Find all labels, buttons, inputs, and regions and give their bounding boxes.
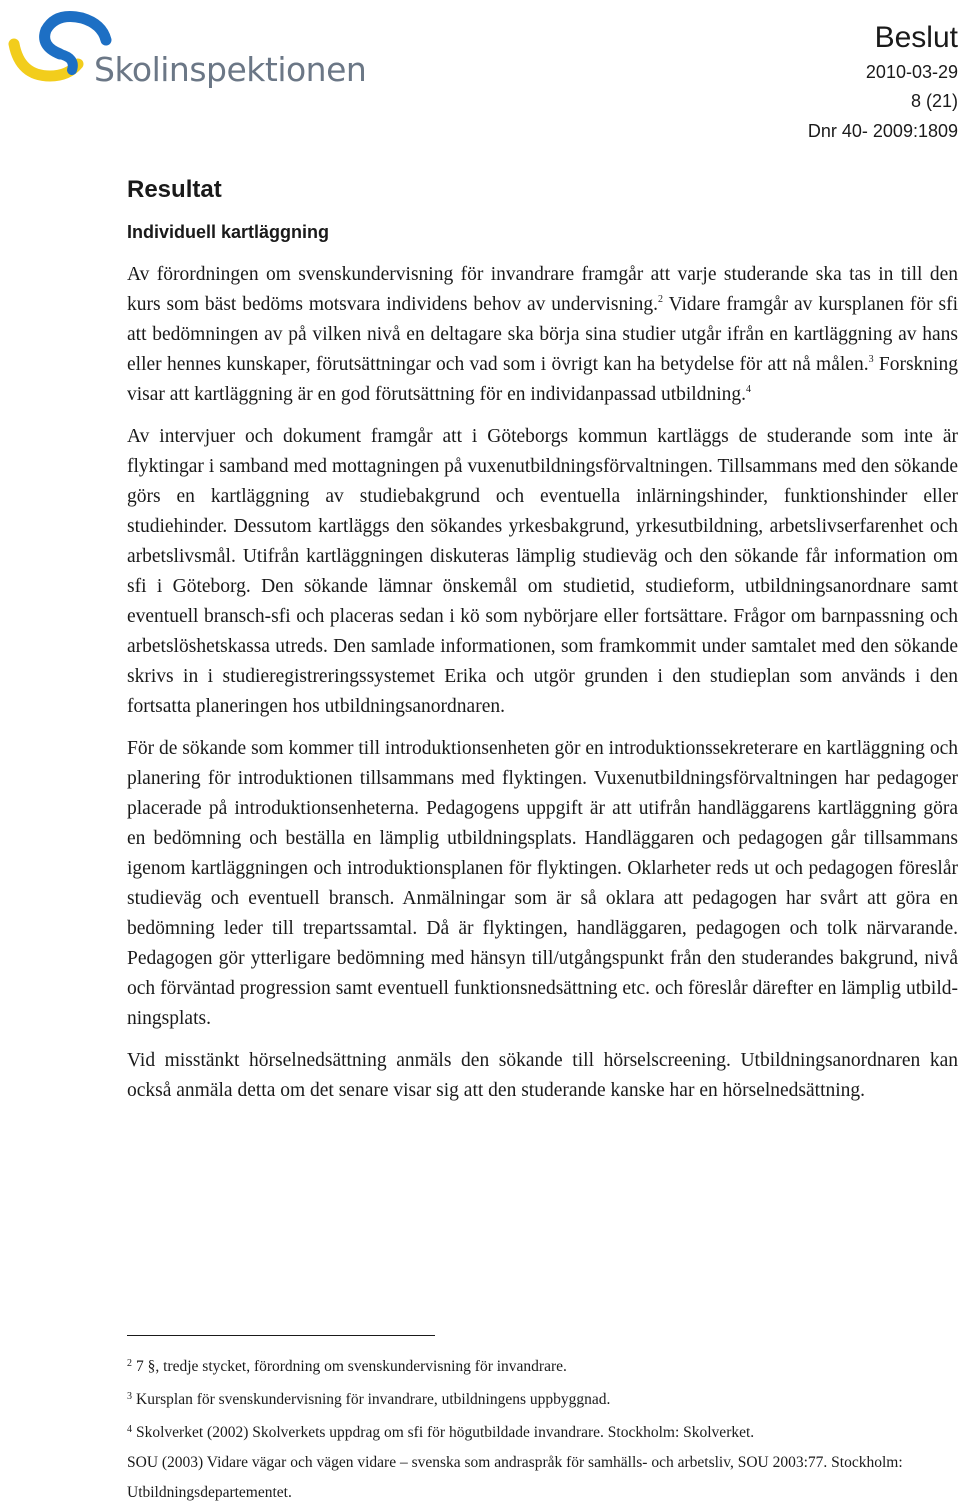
page-number: 8 (21) <box>910 91 958 111</box>
document-date: 2010-03-29 <box>865 62 958 82</box>
paragraph-3: För de sökande som kommer till introduktionsenheten gör en introduktionssekreterare en kartläggning och planering för introduktionen tillsammans med flyktingen. Vuxenutbildningsförvaltningen har pedagoger placerade på introduktionsenheterna. Pedagogens uppgift är att utifrån handläggarens kartläggning göra en bedömning och beställa en lämplig utbildningsplats. Handläggaren och pedagogen går tillsammans igenom kartläggningen och introduktionsplanen för flyktingen. Oklarheter reds ut och pedagogen föreslår studieväg och eventuell bransch. Anmälningar som är så oklara att pedagogen har svårt att göra en bedömning leder till trepartssamtal. Då är flyktingen, handläggaren, pedagogen och tolk närvarande. Pedagogen gör ytterligare bedömning med hänsyn till/utgångspunkt från den studerandes bakgrund, nivå och förväntad progression samt eventuell funktionsnedsättning etc. och föreslår därefter en lämplig utbildningsplats. <box>127 738 958 1029</box>
footnote-divider <box>127 1335 435 1336</box>
footnote-number: 4 <box>127 1424 132 1435</box>
paragraph-1 <box>127 260 958 410</box>
footnote-item <box>127 1349 947 1382</box>
paragraph-4: Vid misstänkt hörselnedsättning anmäls den sökande till hörselscreening. Utbildningsanordnaren kan också anmäla detta om det senare visar sig att den studerande kanske har en hörselnedsättning. <box>127 1050 958 1101</box>
footnote-ref-3[interactable]: 3 <box>868 354 874 365</box>
footnote-text: Skolverket (2002) Skolverkets uppdrag om sfi för högutbildade invandrare. Stockholm: Skolverket. <box>136 1424 755 1441</box>
footnote-text: Kursplan för svenskundervisning för invandrare, utbildningens uppbyggnad. <box>136 1391 611 1408</box>
footnote-number: 2 <box>127 1358 132 1369</box>
subsection-title: Individuell kartläggning <box>127 222 330 242</box>
footnote-item <box>127 1415 947 1448</box>
document-header <box>808 20 958 146</box>
paragraph-2: Av intervjuer och dokument framgår att i Göteborgs kommun kartläggs de studerande som inte är flyktingar i samband med mottagningen på vuxenutbildningsförvaltningen. Tillsammans med den sökande görs en kartläggning av studiebakgrund och eventuella inlärningshinder, funktionshinder eller studiehinder. Dessutom kartläggs den sökandes yrkesbakgrund, yrkesutbildning, arbetslivserfarenhet och arbetslivsmål. Utifrån kartläggningen diskuteras lämplig studieväg och den sökande får information om sfi i Göteborg. Den sökande lämnar önskemål om studietid, studieform, utbildningsanordnare samt eventuell bransch-sfi och placeras sedan i kö som nybörjare eller fortsättare. Frågor om barnpassning och arbetslöshetskassa utreds. Den samlade informationen, som framkommit under samtalet med den sökande skrivs in i studieregistreringssystemet Erika och utgör grunden i den studieplan som används i den fortsatta planeringen hos utbildningsanordnaren. <box>127 426 958 717</box>
document-body <box>127 174 958 1106</box>
footnote-item <box>127 1382 947 1415</box>
footnotes <box>127 1349 947 1508</box>
footnote-ref-4[interactable]: 4 <box>746 384 751 395</box>
document-type: Beslut <box>874 21 958 54</box>
paragraph-1-part-a: Av förordningen om svenskundervisning för invandrare framgår att varje studerande ska tas in till den kurs som bäst bedöms motsvara individens behov av undervisning. <box>127 264 958 315</box>
footnote-item <box>127 1448 947 1508</box>
footnote-text: 7 §, tredje stycket, förordning om svenskundervisning för invandrare. <box>136 1358 567 1375</box>
footnote-number: 3 <box>127 1391 132 1402</box>
footnote-text: SOU (2003) Vidare vägar och vägen vidare – svenska som andraspråk för samhälls- och arbetsliv, SOU 2003:77. Stockholm: Utbildningsdepartementet. <box>127 1454 903 1501</box>
logo-wordmark: Skolinspektionen <box>94 50 367 89</box>
paragraph-1-part-c: Forskning visar att kartläggning är en god förutsättning för en individanpassad utbildning. <box>127 354 958 405</box>
registration-number: Dnr 40- 2009:1809 <box>807 121 958 141</box>
footnote-ref-2[interactable]: 2 <box>658 294 664 305</box>
section-title: Resultat <box>127 176 222 203</box>
skolinspektionen-logo <box>6 6 367 90</box>
paragraph-1-part-b: Vidare framgår av kursplanen för sfi att bedömningen av på vilken nivå en deltagare ska börja sina studier utgår ifrån en kartläggning av hans eller hennes kunskaper, förutsättningar och vad som i övrigt kan ha betydelse för att nå målen. <box>127 294 958 375</box>
